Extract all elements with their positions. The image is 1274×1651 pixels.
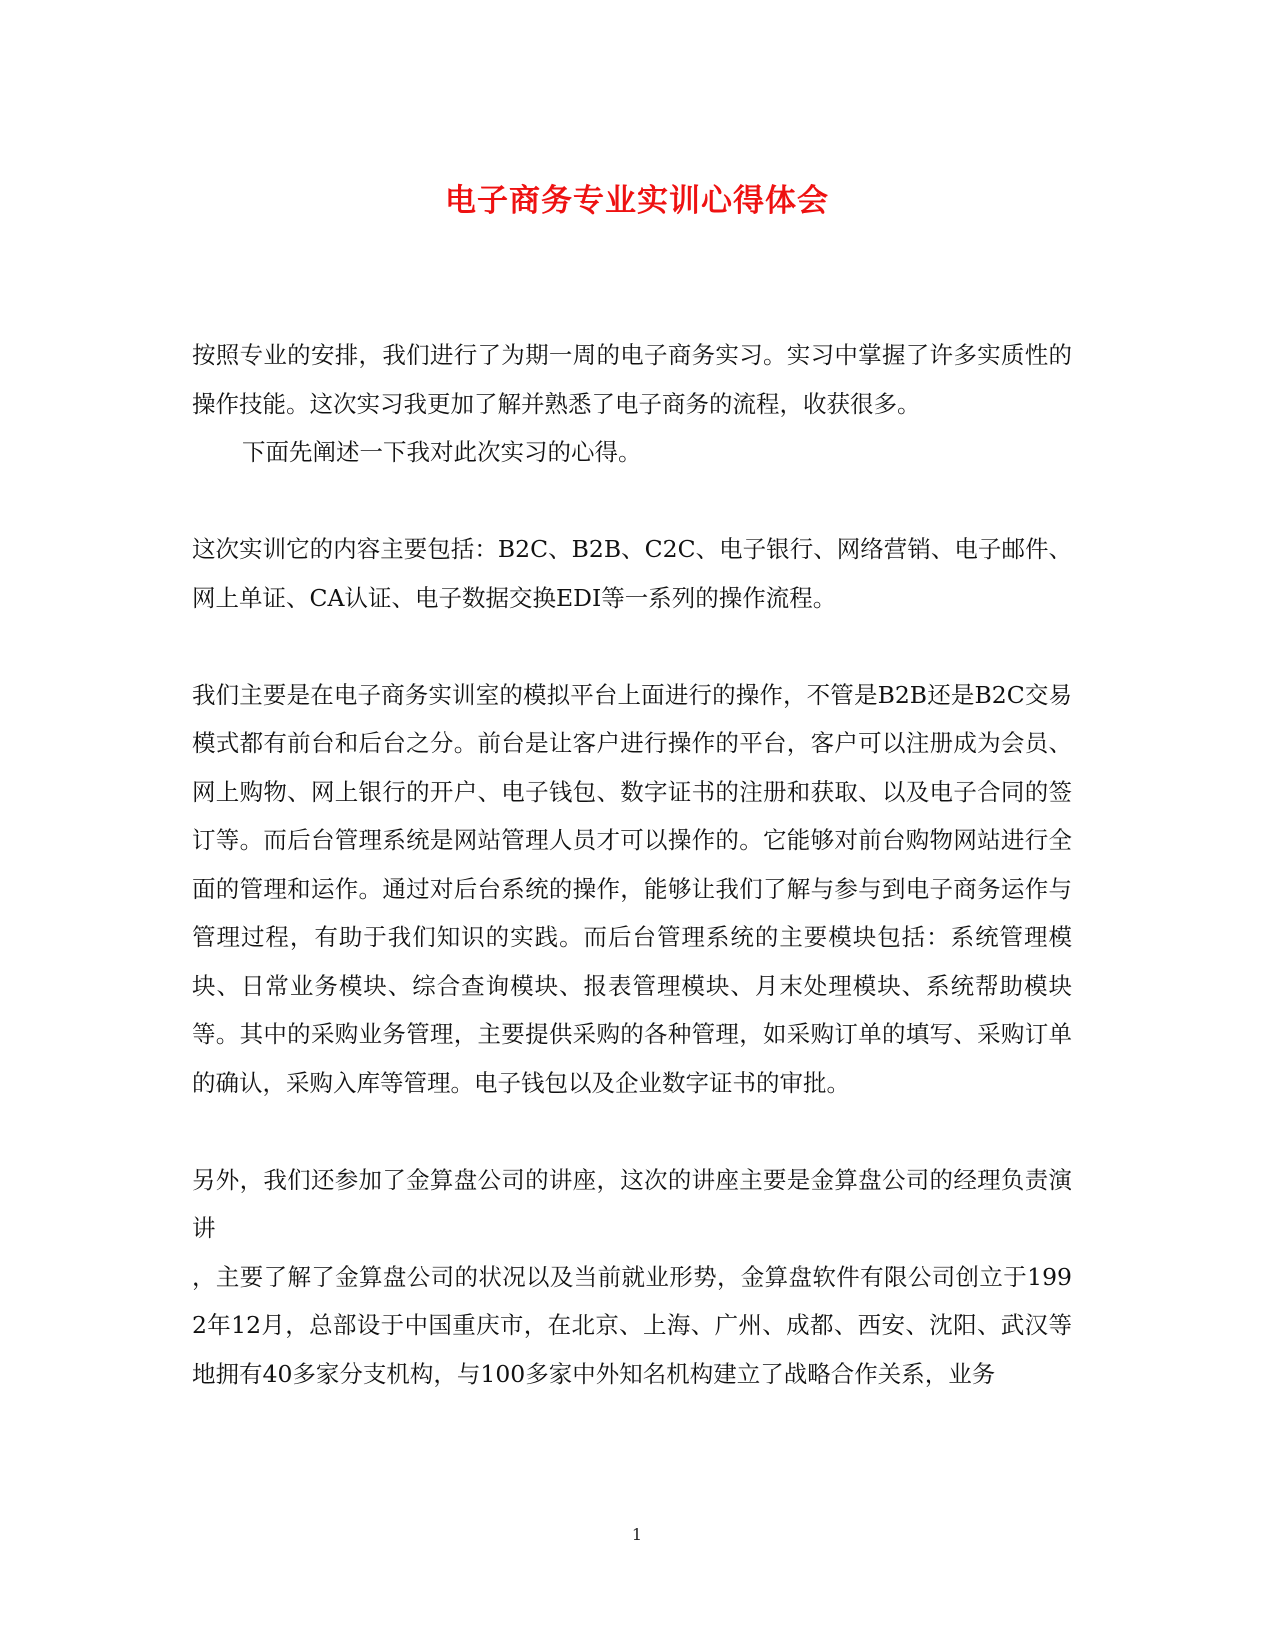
document-title: 电子商务专业实训心得体会 [445, 183, 829, 219]
paragraph-training-content: 这次实训它的内容主要包括：B2C、B2B、C2C、电子银行、网络营销、电子邮件、网上单证、CA认证、电子数据交换EDI等一系列的操作流程。 [192, 535, 1072, 612]
paragraph-intro: 按照专业的安排，我们进行了为期一周的电子商务实习。实习中掌握了许多实质性的操作技能。这次实习我更加了解并熟悉了电子商务的流程，收获很多。 [192, 341, 1072, 418]
document-body [192, 331, 1072, 1398]
paragraph-lead-in: 下面先阐述一下我对此次实习的心得。 [242, 438, 642, 466]
page-number: 1 [631, 1525, 643, 1544]
paragraph-company-info: ，主要了解了金算盘公司的状况以及当前就业形势，金算盘软件有限公司创立于1992年12月，总部设于中国重庆市，在北京、上海、广州、成都、西安、沈阳、武汉等地拥有40多家分支机构，与100多家中外知名机构建立了战略合作关系，业务 [192, 1262, 1072, 1388]
paragraph-lecture: 另外，我们还参加了金算盘公司的讲座，这次的讲座主要是金算盘公司的经理负责演讲 [192, 1165, 1072, 1242]
paragraph-platform-operations: 我们主要是在电子商务实训室的模拟平台上面进行的操作，不管是B2B还是B2C交易模式都有前台和后台之分。前台是让客户进行操作的平台，客户可以注册成为会员、网上购物、网上银行的开户、电子钱包、数字证书的注册和获取、以及电子合同的签订等。而后台管理系统是网站管理人员才可以操作的。它能够对前台购物网站进行全面的管理和运作。通过对后台系统的操作，能够让我们了解与参与到电子商务运作与管理过程，有助于我们知识的实践。而后台管理系统的主要模块包括：系统管理模块、日常业务模块、综合查询模块、报表管理模块、月末处理模块、系统帮助模块等。其中的采购业务管理，主要提供采购的各种管理，如采购订单的填写、采购订单的确认，采购入库等管理。电子钱包以及企业数字证书的审批。 [192, 680, 1072, 1097]
